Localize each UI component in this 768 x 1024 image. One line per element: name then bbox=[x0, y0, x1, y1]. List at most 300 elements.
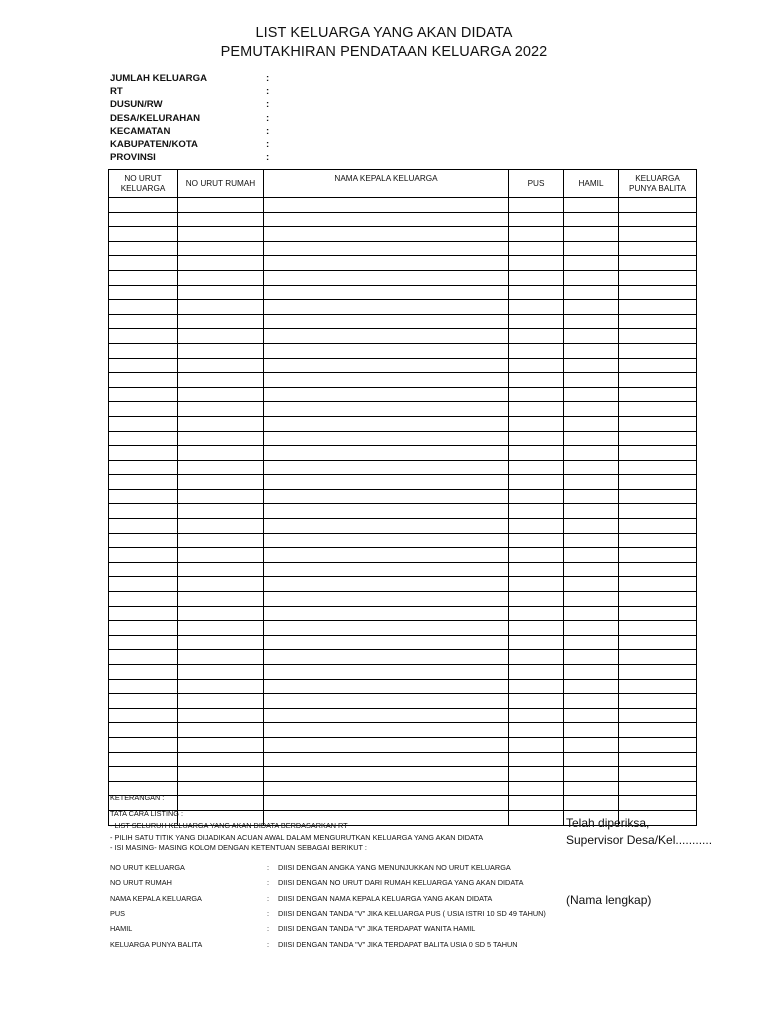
table-cell[interactable] bbox=[509, 621, 564, 636]
table-cell[interactable] bbox=[109, 460, 178, 475]
table-cell[interactable] bbox=[178, 460, 264, 475]
table-cell[interactable] bbox=[178, 373, 264, 388]
table-cell[interactable] bbox=[619, 665, 697, 680]
table-row bbox=[109, 314, 697, 329]
table-cell[interactable] bbox=[509, 650, 564, 665]
table-cell[interactable] bbox=[178, 650, 264, 665]
col-header-keluarga-punya-balita: KELUARGA PUNYA BALITA bbox=[619, 170, 697, 198]
table-cell[interactable] bbox=[564, 752, 619, 767]
table-cell[interactable] bbox=[178, 665, 264, 680]
table-cell[interactable] bbox=[509, 708, 564, 723]
table-cell[interactable] bbox=[509, 752, 564, 767]
note-item: - ISI MASING- MASING KOLOM DENGAN KETENTUAN SEBAGAI BERIKUT : bbox=[110, 843, 367, 852]
table-cell[interactable] bbox=[264, 446, 509, 461]
table-cell[interactable] bbox=[109, 431, 178, 446]
table-cell[interactable] bbox=[109, 621, 178, 636]
table-cell[interactable] bbox=[109, 635, 178, 650]
table-row bbox=[109, 723, 697, 738]
table-cell[interactable] bbox=[264, 358, 509, 373]
table-cell[interactable] bbox=[619, 694, 697, 709]
table-cell[interactable] bbox=[264, 314, 509, 329]
table-cell[interactable] bbox=[109, 446, 178, 461]
table-cell[interactable] bbox=[619, 679, 697, 694]
table-cell[interactable] bbox=[264, 621, 509, 636]
table-cell[interactable] bbox=[264, 650, 509, 665]
table-cell[interactable] bbox=[619, 241, 697, 256]
table-cell[interactable] bbox=[264, 270, 509, 285]
table-cell[interactable] bbox=[178, 212, 264, 227]
table-cell[interactable] bbox=[178, 562, 264, 577]
table-cell[interactable] bbox=[509, 504, 564, 519]
table-cell[interactable] bbox=[109, 708, 178, 723]
definition-text: DIISI DENGAN NAMA KEPALA KELUARGA YANG AKAN DIDATA bbox=[278, 893, 493, 903]
table-cell[interactable] bbox=[619, 562, 697, 577]
table-cell[interactable] bbox=[178, 694, 264, 709]
table-cell[interactable] bbox=[509, 810, 564, 825]
table-cell[interactable] bbox=[564, 650, 619, 665]
table-cell[interactable] bbox=[178, 314, 264, 329]
table-cell[interactable] bbox=[178, 198, 264, 213]
table-cell[interactable] bbox=[619, 737, 697, 752]
table-cell[interactable] bbox=[109, 300, 178, 315]
listing-table bbox=[108, 169, 697, 826]
table-cell[interactable] bbox=[509, 548, 564, 563]
table-cell[interactable] bbox=[564, 198, 619, 213]
table-cell[interactable] bbox=[564, 402, 619, 417]
table-cell[interactable] bbox=[178, 343, 264, 358]
table-cell[interactable] bbox=[264, 431, 509, 446]
table-cell[interactable] bbox=[509, 737, 564, 752]
table-cell[interactable] bbox=[564, 665, 619, 680]
table-cell[interactable] bbox=[178, 577, 264, 592]
table-cell[interactable] bbox=[619, 343, 697, 358]
table-cell[interactable] bbox=[264, 533, 509, 548]
table-cell[interactable] bbox=[619, 227, 697, 242]
table-cell[interactable] bbox=[564, 373, 619, 388]
table-cell[interactable] bbox=[109, 694, 178, 709]
table-cell[interactable] bbox=[564, 489, 619, 504]
table-cell[interactable] bbox=[264, 519, 509, 534]
table-cell[interactable] bbox=[109, 198, 178, 213]
table-cell[interactable] bbox=[509, 694, 564, 709]
table-cell[interactable] bbox=[178, 358, 264, 373]
table-cell[interactable] bbox=[564, 300, 619, 315]
table-cell[interactable] bbox=[619, 212, 697, 227]
table-row bbox=[109, 402, 697, 417]
table-cell[interactable] bbox=[564, 533, 619, 548]
table-cell[interactable] bbox=[619, 329, 697, 344]
table-cell[interactable] bbox=[264, 635, 509, 650]
table-cell[interactable] bbox=[509, 489, 564, 504]
table-cell[interactable] bbox=[509, 387, 564, 402]
table-cell[interactable] bbox=[509, 256, 564, 271]
table-cell[interactable] bbox=[178, 387, 264, 402]
table-cell[interactable] bbox=[509, 198, 564, 213]
signature-name-label: (Nama lengkap) bbox=[566, 893, 652, 907]
table-cell[interactable] bbox=[509, 562, 564, 577]
table-cell[interactable] bbox=[509, 270, 564, 285]
table-cell[interactable] bbox=[109, 577, 178, 592]
table-cell[interactable] bbox=[109, 227, 178, 242]
table-cell[interactable] bbox=[109, 665, 178, 680]
table-cell[interactable] bbox=[619, 621, 697, 636]
table-cell[interactable] bbox=[264, 300, 509, 315]
table-cell[interactable] bbox=[264, 373, 509, 388]
table-cell[interactable] bbox=[178, 300, 264, 315]
table-cell[interactable] bbox=[619, 723, 697, 738]
table-cell[interactable] bbox=[109, 752, 178, 767]
table-cell[interactable] bbox=[264, 489, 509, 504]
table-cell[interactable] bbox=[178, 592, 264, 607]
table-cell[interactable] bbox=[564, 592, 619, 607]
definition-colon: : bbox=[267, 878, 270, 888]
definition-key: PUS bbox=[110, 909, 126, 919]
table-cell[interactable] bbox=[178, 519, 264, 534]
table-cell[interactable] bbox=[264, 475, 509, 490]
table-cell[interactable] bbox=[564, 475, 619, 490]
table-cell[interactable] bbox=[264, 256, 509, 271]
table-cell[interactable] bbox=[619, 767, 697, 782]
definition-row bbox=[110, 921, 546, 936]
table-row bbox=[109, 212, 697, 227]
table-cell[interactable] bbox=[509, 519, 564, 534]
table-cell[interactable] bbox=[264, 460, 509, 475]
table-cell[interactable] bbox=[564, 694, 619, 709]
table-cell[interactable] bbox=[178, 533, 264, 548]
keterangan-label: KETERANGAN : bbox=[110, 793, 165, 802]
table-cell[interactable] bbox=[178, 329, 264, 344]
table-cell[interactable] bbox=[564, 635, 619, 650]
definition-colon: : bbox=[267, 863, 270, 873]
table-cell[interactable] bbox=[564, 519, 619, 534]
table-cell[interactable] bbox=[109, 212, 178, 227]
table-cell[interactable] bbox=[564, 431, 619, 446]
table-row bbox=[109, 241, 697, 256]
table-cell[interactable] bbox=[178, 767, 264, 782]
table-cell[interactable] bbox=[509, 460, 564, 475]
table-cell[interactable] bbox=[109, 679, 178, 694]
table-cell[interactable] bbox=[264, 665, 509, 680]
table-cell[interactable] bbox=[619, 285, 697, 300]
table-cell[interactable] bbox=[564, 446, 619, 461]
table-cell[interactable] bbox=[509, 329, 564, 344]
table-cell[interactable] bbox=[178, 752, 264, 767]
table-cell[interactable] bbox=[109, 737, 178, 752]
table-cell[interactable] bbox=[509, 300, 564, 315]
identity-field-colon: : bbox=[266, 139, 270, 151]
table-cell[interactable] bbox=[509, 212, 564, 227]
table-cell[interactable] bbox=[264, 592, 509, 607]
table-cell[interactable] bbox=[178, 548, 264, 563]
identity-field-row bbox=[110, 72, 269, 85]
table-row bbox=[109, 708, 697, 723]
table-cell[interactable] bbox=[109, 723, 178, 738]
identity-field-colon: : bbox=[266, 86, 270, 98]
table-cell[interactable] bbox=[619, 533, 697, 548]
table-cell[interactable] bbox=[509, 431, 564, 446]
table-cell[interactable] bbox=[509, 665, 564, 680]
table-cell[interactable] bbox=[619, 519, 697, 534]
note-item: - PILIH SATU TITIK YANG DIJADIKAN ACUAN AWAL DALAM MENGURUTKAN KELUARGA YANG AKAN DIDATA bbox=[110, 833, 484, 842]
table-cell[interactable] bbox=[509, 635, 564, 650]
definition-text: DIISI DENGAN NO URUT DARI RUMAH KELUARGA YANG AKAN DIDATA bbox=[278, 878, 524, 888]
table-cell[interactable] bbox=[264, 387, 509, 402]
table-cell[interactable] bbox=[109, 504, 178, 519]
table-cell[interactable] bbox=[564, 577, 619, 592]
table-cell[interactable] bbox=[109, 358, 178, 373]
table-cell[interactable] bbox=[178, 489, 264, 504]
table-cell[interactable] bbox=[109, 650, 178, 665]
table-cell[interactable] bbox=[619, 606, 697, 621]
table-cell[interactable] bbox=[619, 446, 697, 461]
table-cell[interactable] bbox=[178, 431, 264, 446]
table-cell[interactable] bbox=[509, 227, 564, 242]
table-cell[interactable] bbox=[564, 241, 619, 256]
table-cell[interactable] bbox=[619, 402, 697, 417]
table-cell[interactable] bbox=[264, 679, 509, 694]
definition-colon: : bbox=[267, 893, 270, 903]
table-cell[interactable] bbox=[109, 489, 178, 504]
table-cell[interactable] bbox=[509, 606, 564, 621]
definition-colon: : bbox=[267, 909, 270, 919]
table-cell[interactable] bbox=[619, 270, 697, 285]
table-cell[interactable] bbox=[564, 227, 619, 242]
table-header-row bbox=[109, 170, 697, 198]
table-cell[interactable] bbox=[178, 402, 264, 417]
definition-key: HAMIL bbox=[110, 924, 133, 934]
table-cell[interactable] bbox=[109, 519, 178, 534]
table-cell[interactable] bbox=[178, 723, 264, 738]
table-cell[interactable] bbox=[509, 723, 564, 738]
table-cell[interactable] bbox=[264, 212, 509, 227]
table-cell[interactable] bbox=[178, 679, 264, 694]
table-cell[interactable] bbox=[619, 358, 697, 373]
table-cell[interactable] bbox=[178, 606, 264, 621]
table-cell[interactable] bbox=[264, 329, 509, 344]
table-cell[interactable] bbox=[509, 781, 564, 796]
table-cell[interactable] bbox=[564, 737, 619, 752]
table-cell[interactable] bbox=[619, 548, 697, 563]
table-cell[interactable] bbox=[178, 227, 264, 242]
table-cell[interactable] bbox=[178, 285, 264, 300]
table-cell[interactable] bbox=[619, 577, 697, 592]
table-cell[interactable] bbox=[619, 431, 697, 446]
table-row bbox=[109, 665, 697, 680]
table-cell[interactable] bbox=[178, 241, 264, 256]
table-row bbox=[109, 577, 697, 592]
table-cell[interactable] bbox=[564, 256, 619, 271]
table-row bbox=[109, 752, 697, 767]
table-cell[interactable] bbox=[109, 416, 178, 431]
table-cell[interactable] bbox=[564, 781, 619, 796]
table-cell[interactable] bbox=[178, 446, 264, 461]
table-row bbox=[109, 373, 697, 388]
table-cell[interactable] bbox=[264, 548, 509, 563]
table-cell[interactable] bbox=[619, 416, 697, 431]
table-cell[interactable] bbox=[178, 635, 264, 650]
table-cell[interactable] bbox=[109, 402, 178, 417]
table-cell[interactable] bbox=[109, 606, 178, 621]
identity-field-row bbox=[110, 151, 269, 164]
table-row bbox=[109, 475, 697, 490]
table-cell[interactable] bbox=[264, 504, 509, 519]
table-cell[interactable] bbox=[564, 270, 619, 285]
table-cell[interactable] bbox=[264, 694, 509, 709]
table-cell[interactable] bbox=[509, 416, 564, 431]
identity-field-colon: : bbox=[266, 152, 270, 164]
table-cell[interactable] bbox=[178, 256, 264, 271]
table-cell[interactable] bbox=[178, 708, 264, 723]
table-cell[interactable] bbox=[619, 504, 697, 519]
table-cell[interactable] bbox=[564, 796, 619, 811]
table-cell[interactable] bbox=[109, 767, 178, 782]
table-cell[interactable] bbox=[109, 533, 178, 548]
table-cell[interactable] bbox=[619, 314, 697, 329]
table-row bbox=[109, 270, 697, 285]
table-cell[interactable] bbox=[619, 592, 697, 607]
table-cell[interactable] bbox=[264, 285, 509, 300]
table-cell[interactable] bbox=[109, 592, 178, 607]
identity-field-colon: : bbox=[266, 99, 270, 111]
table-cell[interactable] bbox=[509, 285, 564, 300]
identity-field-label: PROVINSI bbox=[110, 152, 156, 164]
table-row bbox=[109, 694, 697, 709]
table-cell[interactable] bbox=[564, 329, 619, 344]
col-header-no-urut-keluarga: NO URUT KELUARGA bbox=[109, 170, 178, 198]
table-cell[interactable] bbox=[264, 723, 509, 738]
table-cell[interactable] bbox=[564, 562, 619, 577]
table-cell[interactable] bbox=[109, 548, 178, 563]
table-cell[interactable] bbox=[109, 256, 178, 271]
table-cell[interactable] bbox=[109, 241, 178, 256]
table-cell[interactable] bbox=[264, 241, 509, 256]
table-cell[interactable] bbox=[109, 329, 178, 344]
table-cell[interactable] bbox=[619, 198, 697, 213]
table-cell[interactable] bbox=[509, 796, 564, 811]
table-cell[interactable] bbox=[109, 373, 178, 388]
table-row bbox=[109, 285, 697, 300]
table-cell[interactable] bbox=[109, 562, 178, 577]
table-cell[interactable] bbox=[564, 606, 619, 621]
table-cell[interactable] bbox=[564, 504, 619, 519]
table-cell[interactable] bbox=[109, 387, 178, 402]
table-cell[interactable] bbox=[509, 577, 564, 592]
table-cell[interactable] bbox=[619, 635, 697, 650]
table-cell[interactable] bbox=[509, 679, 564, 694]
table-cell[interactable] bbox=[564, 679, 619, 694]
table-cell[interactable] bbox=[564, 212, 619, 227]
table-cell[interactable] bbox=[178, 737, 264, 752]
table-cell[interactable] bbox=[564, 767, 619, 782]
table-row bbox=[109, 198, 697, 213]
table-cell[interactable] bbox=[509, 373, 564, 388]
table-cell[interactable] bbox=[564, 723, 619, 738]
identity-field-row bbox=[110, 138, 269, 151]
table-cell[interactable] bbox=[509, 358, 564, 373]
table-cell[interactable] bbox=[564, 314, 619, 329]
table-cell[interactable] bbox=[509, 533, 564, 548]
table-cell[interactable] bbox=[178, 621, 264, 636]
table-cell[interactable] bbox=[178, 475, 264, 490]
table-cell[interactable] bbox=[564, 358, 619, 373]
table-cell[interactable] bbox=[264, 767, 509, 782]
table-cell[interactable] bbox=[509, 446, 564, 461]
table-cell[interactable] bbox=[509, 592, 564, 607]
table-row bbox=[109, 562, 697, 577]
table-cell[interactable] bbox=[264, 737, 509, 752]
table-cell[interactable] bbox=[619, 796, 697, 811]
table-cell[interactable] bbox=[178, 270, 264, 285]
table-cell[interactable] bbox=[564, 708, 619, 723]
definition-key: KELUARGA PUNYA BALITA bbox=[110, 939, 203, 949]
table-cell[interactable] bbox=[509, 767, 564, 782]
signature-checked-label: Telah diperiksa, bbox=[566, 816, 650, 830]
table-cell[interactable] bbox=[264, 416, 509, 431]
table-cell[interactable] bbox=[509, 402, 564, 417]
table-cell[interactable] bbox=[564, 285, 619, 300]
table-row bbox=[109, 489, 697, 504]
table-cell[interactable] bbox=[619, 650, 697, 665]
table-cell[interactable] bbox=[178, 504, 264, 519]
identity-field-label: KECAMATAN bbox=[110, 125, 171, 137]
identity-field-row bbox=[110, 112, 269, 125]
table-cell[interactable] bbox=[109, 475, 178, 490]
table-cell[interactable] bbox=[509, 475, 564, 490]
table-cell[interactable] bbox=[509, 343, 564, 358]
table-cell[interactable] bbox=[619, 373, 697, 388]
table-cell[interactable] bbox=[619, 387, 697, 402]
definition-colon: : bbox=[267, 939, 270, 949]
identity-field-colon: : bbox=[266, 112, 270, 124]
table-cell[interactable] bbox=[264, 606, 509, 621]
definition-row bbox=[110, 875, 546, 890]
table-cell[interactable] bbox=[264, 198, 509, 213]
table-cell[interactable] bbox=[564, 548, 619, 563]
table-cell[interactable] bbox=[564, 387, 619, 402]
table-cell[interactable] bbox=[564, 416, 619, 431]
table-cell[interactable] bbox=[564, 621, 619, 636]
table-cell[interactable] bbox=[264, 227, 509, 242]
definition-key: NO URUT KELUARGA bbox=[110, 863, 185, 873]
table-cell[interactable] bbox=[109, 270, 178, 285]
table-cell[interactable] bbox=[109, 285, 178, 300]
note-item: - LIST SELURUH KELUARGA YANG AKAN DIDATA BERDASARKAN RT bbox=[110, 821, 348, 830]
table-cell[interactable] bbox=[264, 562, 509, 577]
table-cell[interactable] bbox=[619, 300, 697, 315]
table-cell[interactable] bbox=[619, 256, 697, 271]
table-cell[interactable] bbox=[264, 708, 509, 723]
table-cell[interactable] bbox=[264, 577, 509, 592]
table-cell[interactable] bbox=[178, 416, 264, 431]
definition-text: DIISI DENGAN ANGKA YANG MENUNJUKKAN NO URUT KELUARGA bbox=[278, 863, 511, 873]
table-cell[interactable] bbox=[619, 489, 697, 504]
table-cell[interactable] bbox=[109, 343, 178, 358]
table-row bbox=[109, 358, 697, 373]
table-cell[interactable] bbox=[619, 781, 697, 796]
table-cell[interactable] bbox=[619, 708, 697, 723]
table-cell[interactable] bbox=[619, 475, 697, 490]
table-cell[interactable] bbox=[264, 752, 509, 767]
table-cell[interactable] bbox=[509, 314, 564, 329]
table-cell[interactable] bbox=[564, 343, 619, 358]
table-cell[interactable] bbox=[619, 752, 697, 767]
table-cell[interactable] bbox=[619, 460, 697, 475]
table-cell[interactable] bbox=[109, 314, 178, 329]
table-cell[interactable] bbox=[264, 402, 509, 417]
table-cell[interactable] bbox=[509, 241, 564, 256]
table-cell[interactable] bbox=[264, 343, 509, 358]
table-cell[interactable] bbox=[564, 460, 619, 475]
